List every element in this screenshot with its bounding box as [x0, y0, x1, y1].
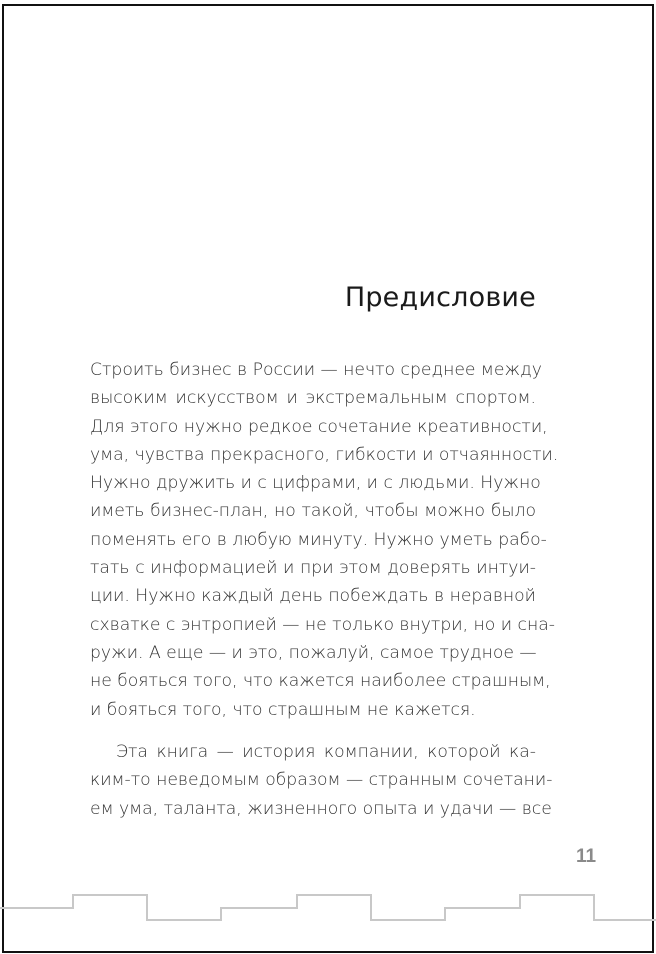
text-line: и бояться того, что страшным не кажется. [90, 699, 476, 720]
text-line: ем ума, таланта, жизненного опыта и удачи — все [90, 798, 552, 819]
text-line: Эта книга — история компании, которой ка- [116, 742, 536, 762]
text-line: Нужно дружить и с цифрами, и с людьми. Нужно [90, 473, 541, 494]
text-line: не бояться того, что кажется наиболее страшным, [90, 671, 551, 692]
text-line: Строить бизнес в России — нечто среднее между [90, 360, 542, 380]
text-line: ким-то неведомым образом — странным сочетани- [90, 770, 553, 791]
text-line: ума, чувства прекрасного, гибкости и отчаянности. [90, 444, 559, 465]
text-line: иметь бизнес-план, но такой, чтобы можно было [90, 501, 536, 522]
text-line: схватке с энтропией — не только внутри, но и сна- [90, 614, 555, 635]
paragraph-2 [90, 738, 553, 823]
page-number: 11 [576, 846, 597, 867]
text-line: ружи. А еще — и это, пожалуй, самое трудное — [90, 642, 537, 663]
paragraph-1 [90, 356, 559, 724]
chapter-title: Предисловие [344, 282, 536, 313]
text-line: ции. Нужно каждый день побеждать в неравной [90, 586, 536, 607]
text-line: высоким искусством и экстремальным спортом. [90, 388, 536, 409]
text-line: Для этого нужно редкое сочетание креативности, [90, 416, 548, 437]
stepped-line-decoration [0, 880, 656, 940]
text-line: тать с информацией и при этом доверять интуи- [90, 558, 536, 579]
text-line: поменять его в любую минуту. Нужно уметь рабо- [90, 529, 547, 550]
